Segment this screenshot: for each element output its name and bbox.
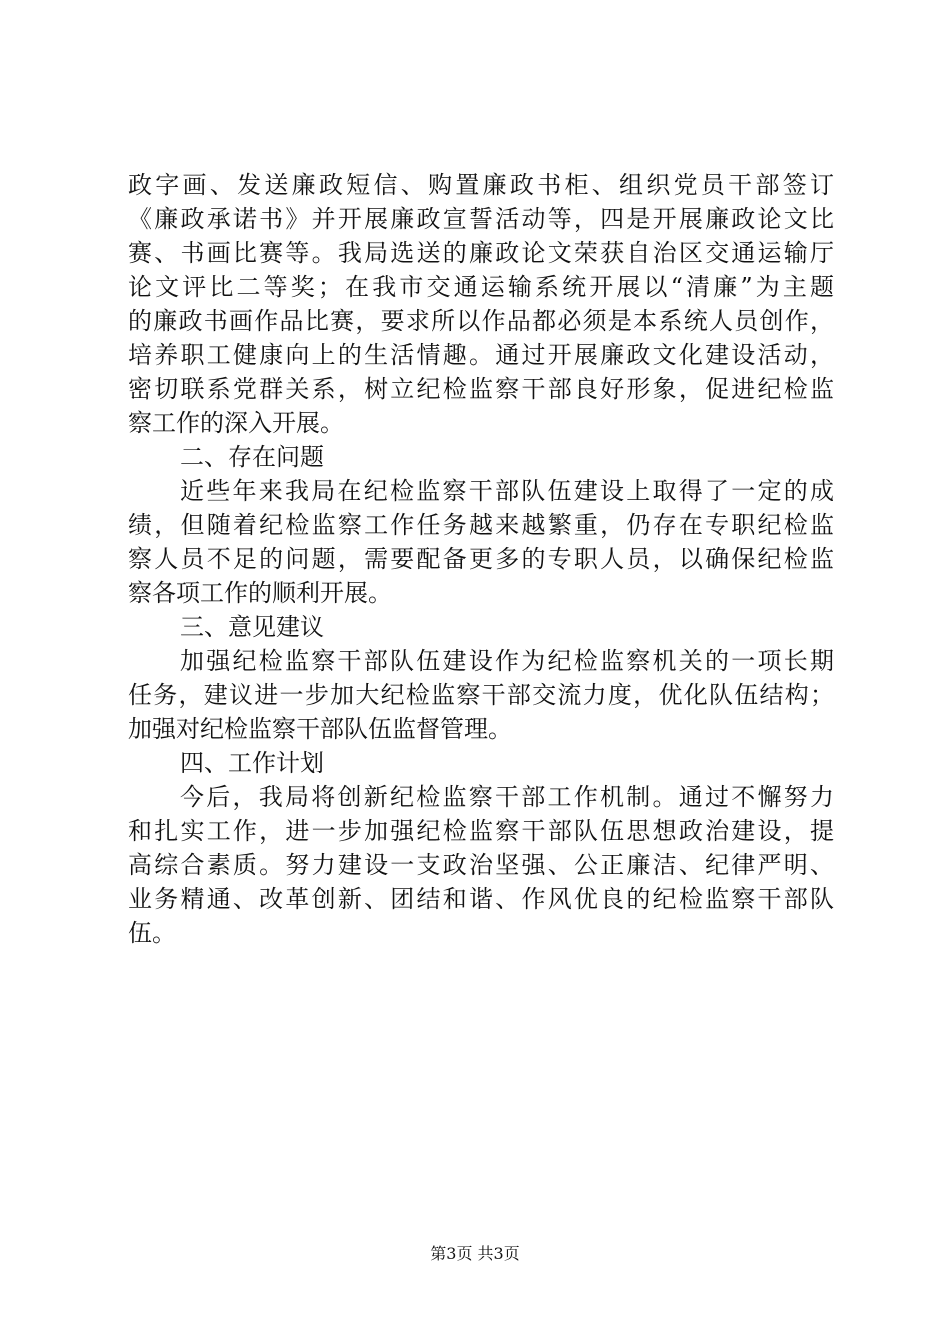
paragraph-line: 加强纪检监察干部队伍建设作为纪检监察机关的一项长期	[180, 647, 834, 675]
paragraph-line: 察人员不足的问题，需要配备更多的专职人员，以确保纪检监	[128, 545, 834, 573]
section-heading: 四、工作计划	[180, 749, 324, 777]
paragraph-line: 察工作的深入开展。	[128, 409, 344, 437]
paragraph-line: 论文评比二等奖；在我市交通运输系统开展以“清廉”为主题	[128, 273, 834, 301]
paragraph-line: 近些年来我局在纪检监察干部队伍建设上取得了一定的成	[180, 477, 834, 505]
paragraph-line: 绩，但随着纪检监察工作任务越来越繁重，仍存在专职纪检监	[128, 511, 834, 539]
paragraph-line: 培养职工健康向上的生活情趣。通过开展廉政文化建设活动，	[128, 341, 834, 369]
paragraph-line: 业务精通、改革创新、团结和谐、作风优良的纪检监察干部队	[128, 885, 834, 913]
document-body	[128, 168, 834, 950]
paragraph-line: 赛、书画比赛等。我局选送的廉政论文荣获自治区交通运输厅	[128, 239, 834, 267]
paragraph-line: 《廉政承诺书》并开展廉政宣誓活动等，四是开展廉政论文比	[128, 205, 834, 233]
paragraph-line: 任务，建议进一步加大纪检监察干部交流力度，优化队伍结构；	[128, 681, 834, 709]
paragraph-line: 今后，我局将创新纪检监察干部工作机制。通过不懈努力	[180, 783, 834, 811]
paragraph-line: 高综合素质。努力建设一支政治坚强、公正廉洁、纪律严明、	[128, 851, 834, 879]
paragraph-line: 的廉政书画作品比赛，要求所以作品都必须是本系统人员创作，	[128, 307, 834, 335]
page-number-footer: 第3页 共3页	[430, 1244, 520, 1263]
paragraph-line: 伍。	[128, 919, 176, 947]
section-heading: 二、存在问题	[180, 443, 324, 471]
paragraph-line: 察各项工作的顺利开展。	[128, 579, 392, 607]
paragraph-line: 加强对纪检监察干部队伍监督管理。	[128, 715, 512, 743]
paragraph-line: 政字画、发送廉政短信、购置廉政书柜、组织党员干部签订	[128, 171, 834, 199]
section-heading: 三、意见建议	[180, 613, 324, 641]
paragraph-line: 密切联系党群关系，树立纪检监察干部良好形象，促进纪检监	[128, 375, 834, 403]
paragraph-line: 和扎实工作，进一步加强纪检监察干部队伍思想政治建设，提	[128, 817, 834, 845]
